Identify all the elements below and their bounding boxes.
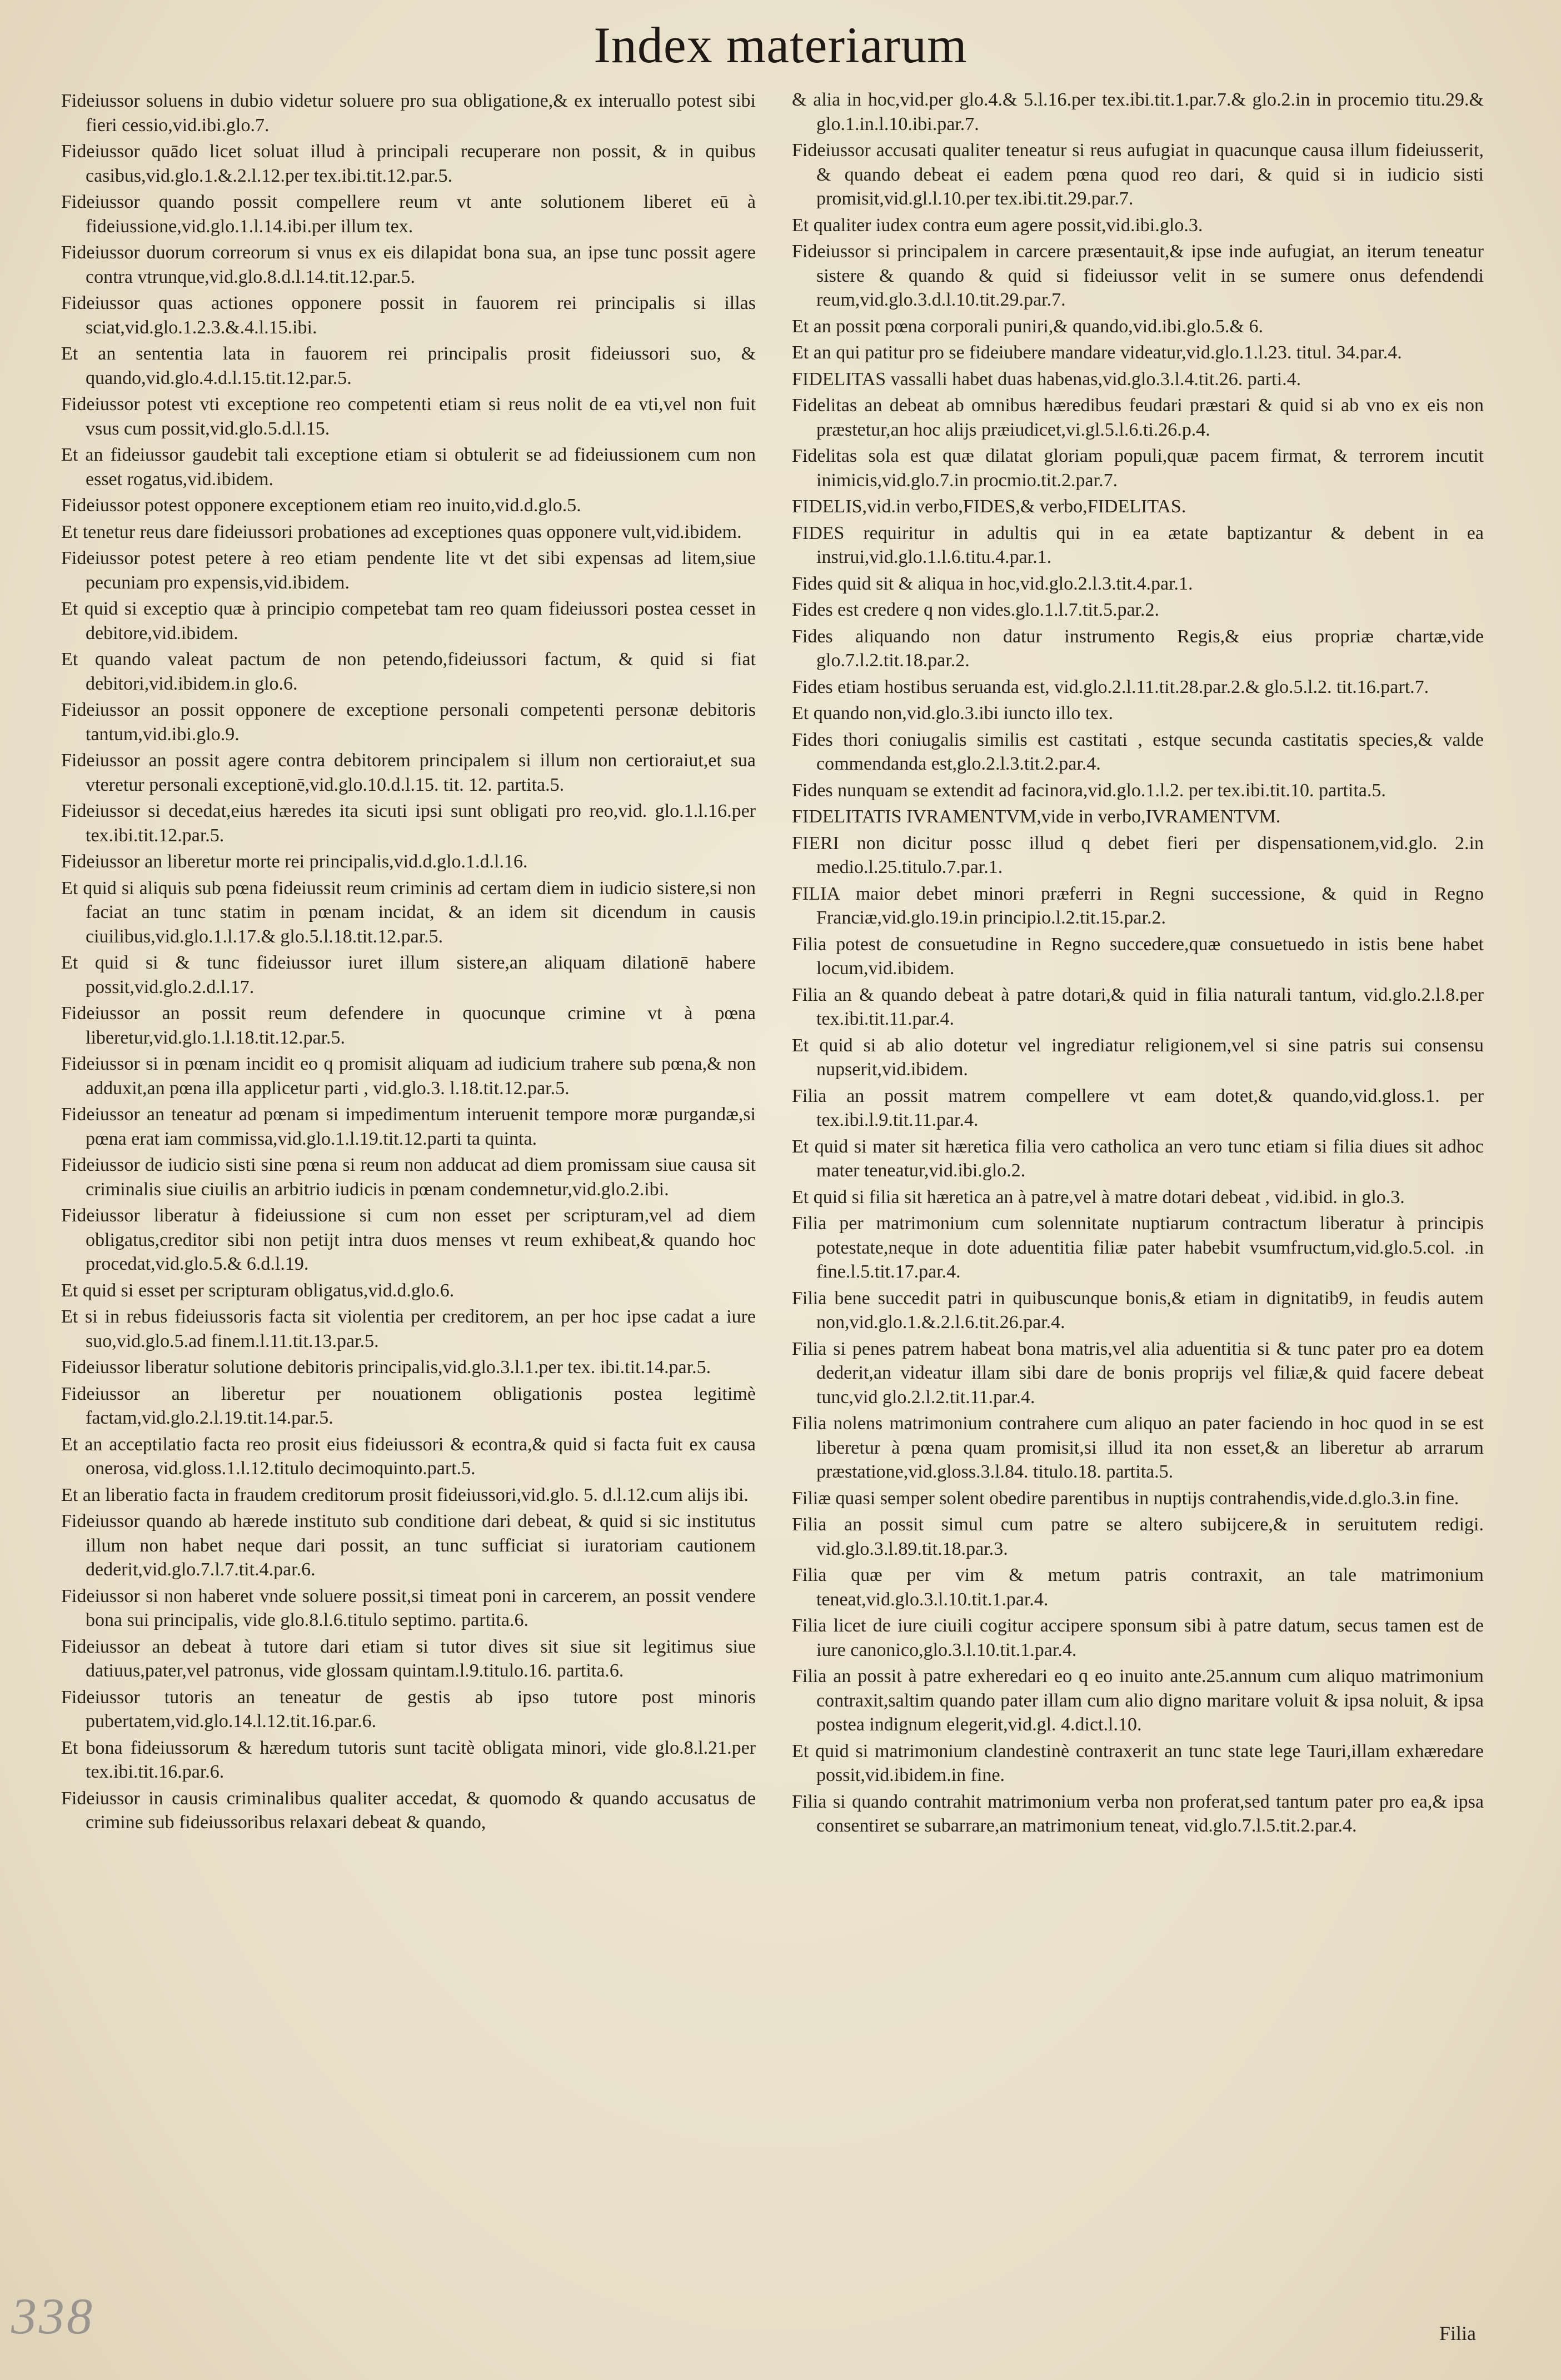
index-entry: Et quid si ab alio dotetur vel ingrediatur religionem,vel si sine patris sui consensu nupserit,vid.ibidem. [792,1035,1484,1080]
index-entry: Fideiussor liberatur à fideiussione si cum non esset per scripturam,vel ad diem obligatus,creditor sibi non petijt intra duos menses vt reum exhibeat,& quando hoc procedat,vid.glo.5.& 6.d.l.19. [61,1205,756,1274]
index-entry: Filia nolens matrimonium contrahere cum aliquo an pater faciendo in hoc quod in se est liberetur à pœna quam promisit,si illud ita non esset,& an liberetur ab arrarum præstatione,vid.gloss.3.l.84. titulo.18. partita.5. [792,1413,1484,1482]
index-entry: FIDELITATIS IVRAMENTVM,vide in verbo,IVRAMENTVM. [792,806,1281,827]
index-entry: Fides nunquam se extendit ad facinora,vid.glo.1.l.2. per tex.ibi.tit.10. partita.5. [792,780,1386,801]
index-entry: Filia an & quando debeat à patre dotari,& quid in filia naturali tantum, vid.glo.2.l.8.per tex.ibi.tit.11.par.4. [792,984,1484,1029]
index-entry: FIDELITAS vassalli habet duas habenas,vid.glo.3.l.4.tit.26. parti.4. [792,368,1301,390]
index-entry: Fideiussor an possit opponere de exceptione personali competenti personæ debitoris tantum,vid.ibi.glo.9. [61,700,756,745]
index-entry: Fideiussor si decedat,eius hæredes ita sicuti ipsi sunt obligati pro reo,vid. glo.1.l.16.per tex.ibi.tit.12.par.5. [61,801,756,846]
index-entry: Filia si penes patrem habeat bona matris,vel alia aduentitia si & tunc pater pro ea dotem dederit,an videatur illam sibi dare de bonis proprijs vel filiæ,& quid facere debeat tunc,vid glo.2.l.2.tit.11.par.4. [792,1338,1484,1408]
index-entry: Fideiussor soluens in dubio videtur soluere pro sua obligatione,& ex interuallo potest sibi fieri cessio,vid.ibi.glo.7. [61,91,756,136]
index-entry: Fideiussor an liberetur morte rei principalis,vid.d.glo.1.d.l.16. [61,851,528,872]
index-entry: Fides aliquando non datur instrumento Regis,& eius propriæ chartæ,vide glo.7.l.2.tit.18.par.2. [792,626,1484,671]
index-entry: Filia per matrimonium cum solennitate nuptiarum contractum liberatur à principis potestate,neque in dote aduentitia filiæ pater habebit vsumfructum,vid.glo.5.col. .in fine.l.5.tit.17.par.4. [792,1213,1484,1282]
index-entry: Et bona fideiussorum & hæredum tutoris sunt tacitè obligata minori, vide glo.8.l.21.per tex.ibi.tit.16.par.6. [61,1737,756,1782]
index-entry: Fideiussor potest opponere exceptionem etiam reo inuito,vid.d.glo.5. [61,495,581,516]
folio-mark: 338 [11,2288,94,2344]
index-entry: Fideiussor potest vti exceptione reo competenti etiam si reus nolit de ea vti,vel non fuit vsus cum possit,vid.glo.5.d.l.15. [61,394,756,439]
index-entry: Fideiussor si non haberet vnde soluere possit,si timeat poni in carcerem, an possit vendere bona sui principalis, vide glo.8.l.6.titulo septimo. partita.6. [61,1585,756,1630]
index-entry: Et quid si exceptio quæ à principio competebat tam reo quam fideiussori postea cesset in debitore,vid.ibidem. [61,598,756,643]
index-entry: Et an liberatio facta in fraudem creditorum prosit fideiussori,vid.glo. 5. d.l.12.cum alijs ibi. [61,1484,749,1505]
index-entry: Fides est credere q non vides.glo.1.l.7.tit.5.par.2. [792,600,1159,620]
index-entry: Fideiussor an liberetur per nouationem obligationis postea legitimè factam,vid.glo.2.l.19.tit.14.par.5. [61,1383,756,1428]
index-entry: Fidelitas sola est quæ dilatat gloriam populi,quæ pacem firmat, & terrorem incutit inimicis,vid.glo.7.in procmio.tit.2.par.7. [792,446,1484,491]
index-entry: Filia an possit à patre exheredari eo q eo inuito ante.25.annum cum aliquo matrimonium contraxit,saltim quando pater illam cum alio digno maritare voluit & ipsa noluit, & ipsa postea indignum elegerit,vid.gl. 4.dict.l.10. [792,1666,1484,1735]
index-entry: Fideiussor accusati qualiter teneatur si reus aufugiat in quacunque causa illum fideiusserit, & quando debeat ei eadem pœna quod reo dari, & quid si in iudicio sisti promisit,vid.gl.l.10.per tex.ibi.tit.29.par.7. [792,140,1484,209]
index-entry: Filia an possit simul cum patre se altero subijcere,& in seruitutem redigi. vid.glo.3.l.89.tit.18.par.3. [792,1514,1484,1559]
index-entry: Fideiussor quando ab hærede instituto sub conditione dari debeat, & quid si sic institutus illum non habet neque dari possit, an tunc sufficiat si iuratoriam cautionem dederit,vid.glo.7.l.7.tit.4.par.6. [61,1511,756,1580]
index-entry: Fideiussor potest petere à reo etiam pendente lite vt det sibi expensas ad litem,siue pecuniam pro expensis,vid.ibidem. [61,548,756,593]
index-entry: & alia in hoc,vid.per glo.4.& 5.l.16.per tex.ibi.tit.1.par.7.& glo.2.in in procemio titu.29.& glo.1.in.l.10.ibi.par.7. [792,89,1484,134]
index-entry: Fideiussor quādo licet soluat illud à principali recuperare non possit, & in quibus casibus,vid.glo.1.&.2.l.12.per tex.ibi.tit.12.par.5. [61,141,756,186]
index-entry: Et quando non,vid.glo.3.ibi iuncto illo tex. [792,703,1113,724]
index-entry: Fides thori coniugalis similis est castitati , estque secunda castitatis species,& valde commendanda est,glo.2.l.3.tit.2.par.4. [792,729,1484,774]
index-entry: Fideiussor an possit reum defendere in quocunque crimine vt à pœna liberetur,vid.glo.1.l.18.tit.12.par.5. [61,1003,756,1048]
index-entry: Filia licet de iure ciuili cogitur accipere sponsum sibi à patre datum, secus tamen est de iure canonico,glo.3.l.10.tit.1.par.4. [792,1615,1484,1660]
index-entry: Et an sententia lata in fauorem rei principalis prosit fideiussori suo, & quando,vid.glo.4.d.l.15.tit.12.par.5. [61,343,756,388]
index-entry: Filia si quando contrahit matrimonium verba non proferat,sed tantum pater pro ea,& ipsa consentiret se subarrare,an matrimonium teneat, vid.glo.7.l.5.tit.2.par.4. [792,1791,1484,1836]
index-entry: Et tenetur reus dare fideiussori probationes ad exceptiones quas opponere vult,vid.ibidem. [61,521,742,542]
index-entry: Filia an possit matrem compellere vt eam dotet,& quando,vid.gloss.1. per tex.ibi.l.9.tit.11.par.4. [792,1085,1484,1130]
index-entry: Fideiussor si principalem in carcere præsentauit,& ipse inde aufugiat, an iterum teneatur sistere & quando & quid si fideiussor velit in se sumere onus defendendi reum,vid.glo.3.d.l.10.tit.29.par.7. [792,241,1484,310]
index-entry: Fideiussor si in pœnam incidit eo q promisit aliquam ad iudicium trahere sub pœna,& non adduxit,an pœna illa applicetur parti , vid.glo.3. l.18.tit.12.par.5. [61,1054,756,1099]
index-entry: Et quid si esset per scripturam obligatus,vid.d.glo.6. [61,1280,455,1301]
catchword: Filia [1439,2322,1477,2344]
index-entry: Et an acceptilatio facta reo prosit eius fideiussori & econtra,& quid si facta fuit ex causa onerosa, vid.gloss.1.l.12.titulo decimoquinto.part.5. [61,1434,756,1479]
index-entry: Fideiussor an possit agere contra debitorem principalem si illum non certioraiut,et sua vteretur personali exceptionē,vid.glo.10.d.l.15. tit. 12. partita.5. [61,750,756,795]
index-entry: Filia potest de consuetudine in Regno succedere,quæ consuetuedo in istis bene habet locum,vid.ibidem. [792,934,1484,979]
index-entry: Fideiussor in causis criminalibus qualiter accedat, & quomodo & quando accusatus de crimine sub fideiussoribus relaxari debeat & quando, [61,1788,756,1833]
index-entry: Et an possit pœna corporali puniri,& quando,vid.ibi.glo.5.& 6. [792,316,1264,337]
index-entry: Et quid si & tunc fideiussor iuret illum sistere,an aliquam dilationē habere possit,vid.glo.2.d.l.17. [61,952,756,997]
index-column-left [61,89,756,1837]
index-entry: Fideiussor de iudicio sisti sine pœna si reum non adducat ad diem promissam siue causa sit criminalis siue ciuilis an arbitrio iudicis in pœnam condemnetur,vid.glo.2.ibi. [61,1155,756,1200]
index-entry: Fideiussor duorum correorum si vnus ex eis dilapidat bona sua, an ipse tunc possit agere contra vtrunque,vid.glo.8.d.l.14.tit.12.par.5. [61,242,756,287]
index-entry: Filiæ quasi semper solent obedire parentibus in nuptijs contrahendis,vide.d.glo.3.in fine. [792,1488,1459,1509]
index-entry: Filia quæ per vim & metum patris contraxit, an tale matrimonium teneat,vid.glo.3.l.10.tit.1.par.4. [792,1565,1484,1610]
index-entry: Et an fideiussor gaudebit tali exceptione etiam si obtulerit se ad fideiussionem cum non esset rogatus,vid.ibidem. [61,445,756,490]
page-title: Index materiarum [594,17,967,73]
index-entry: FIDELIS,vid.in verbo,FIDES,& verbo,FIDELITAS. [792,496,1186,517]
index-entry: Et si in rebus fideiussoris facta sit violentia per creditorem, an per hoc ipse cadat a iure suo,vid.glo.5.ad finem.l.11.tit.13.par.5. [61,1306,756,1351]
index-entry: Et quid si matrimonium clandestinè contraxerit an tunc state lege Tauri,illam exhæredare possit,vid.ibidem.in fine. [792,1740,1484,1785]
index-entry: Et quando valeat pactum de non petendo,fideiussori factum, & quid si fiat debitori,vid.ibidem.in glo.6. [61,649,756,694]
index-entry: FIERI non dicitur possc illud q debet fieri per dispensationem,vid.glo. 2.in medio.l.25.titulo.7.par.1. [792,832,1484,877]
index-entry: Filia bene succedit patri in quibuscunque bonis,& etiam in dignitatib9, in feudis autem non,vid.glo.1.&.2.l.6.tit.26.par.4. [792,1288,1484,1333]
index-entry: Fideiussor an teneatur ad pœnam si impedimentum interuenit tempore moræ purgandæ,si pœna erat iam commissa,vid.glo.1.l.19.tit.12.parti ta quinta. [61,1104,756,1149]
index-entry: Fides quid sit & aliqua in hoc,vid.glo.2.l.3.tit.4.par.1. [792,573,1193,594]
index-entry: Fideiussor tutoris an teneatur de gestis ab ipso tutore post minoris pubertatem,vid.glo.14.l.12.tit.16.par.6. [61,1687,756,1732]
index-entry: FILIA maior debet minori præferri in Regni successione, & quid in Regno Franciæ,vid.glo.19.in principio.l.2.tit.15.par.2. [792,883,1484,928]
index-entry: Fidelitas an debeat ab omnibus hæredibus feudari præstari & quid si ab vno ex eis non præstetur,an hoc alijs præiudicet,vi.gl.5.l.6.ti.26.p.4. [792,395,1484,440]
index-column-right [792,88,1484,1840]
index-entry: Fideiussor quando possit compellere reum vt ante solutionem liberet eū à fideiussione,vid.glo.1.l.14.ibi.per illum tex. [61,192,756,237]
index-entry: Fideiussor an debeat à tutore dari etiam si tutor dives sit siue sit legitimus siue datiuus,pater,vel patronus, vide glossam quintam.l.9.titulo.16. partita.6. [61,1636,756,1681]
index-entry: Et quid si mater sit hæretica filia vero catholica an vero tunc etiam si filia diues sit adhoc mater teneatur,vid.ibi.glo.2. [792,1136,1484,1181]
index-entry: FIDES requiritur in adultis qui in ea ætate baptizantur & debent in ea instrui,vid.glo.1.l.6.titu.4.par.1. [792,522,1484,567]
index-entry: Fides etiam hostibus seruanda est, vid.glo.2.l.11.tit.28.par.2.& glo.5.l.2. tit.16.part.7. [792,676,1429,697]
index-entry: Et qualiter iudex contra eum agere possit,vid.ibi.glo.3. [792,214,1203,236]
index-entry: Fideiussor quas actiones opponere possit in fauorem rei principalis si illas sciat,vid.glo.1.2.3.&.4.l.15.ibi. [61,293,756,338]
index-entry: Et quid si filia sit hæretica an à patre,vel à matre dotari debeat , vid.ibid. in glo.3. [792,1186,1405,1208]
index-entry: Fideiussor liberatur solutione debitoris principalis,vid.glo.3.l.1.per tex. ibi.tit.14.par.5. [61,1357,711,1378]
index-entry: Et quid si aliquis sub pœna fideiussit reum criminis ad certam diem in iudicio sistere,si non faciat an tunc statim in pœnam incidat, & an idem sit dicendum in causis ciuilibus,vid.glo.1.l.17.& glo.5.l.18.tit.12.par.5. [61,877,756,947]
index-entry: Et an qui patitur pro se fideiubere mandare videatur,vid.glo.1.l.23. titul. 34.par.4. [792,342,1402,363]
